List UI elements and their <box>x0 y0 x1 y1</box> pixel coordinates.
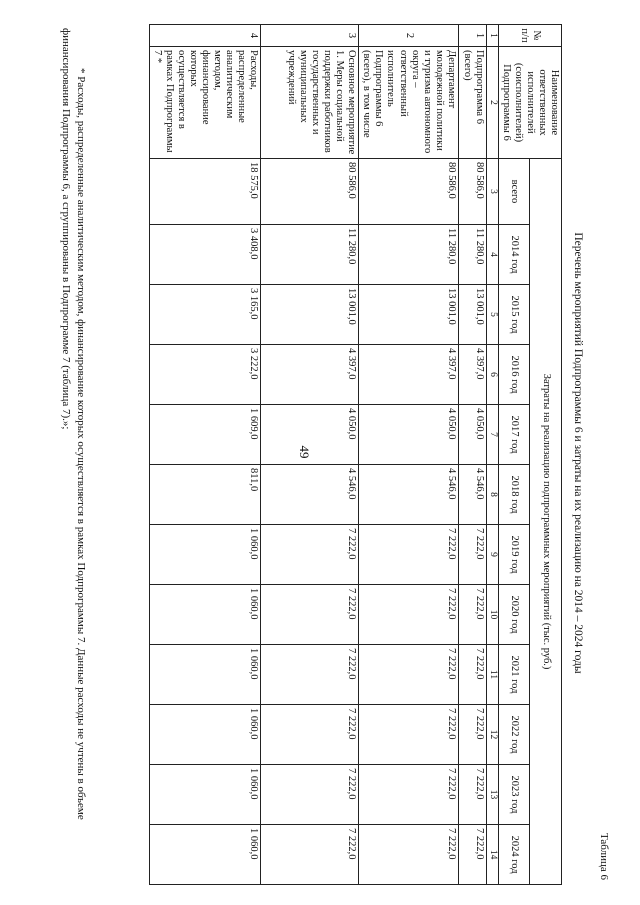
header-total: всего <box>498 158 530 224</box>
row-value: 7 222,0 <box>359 524 459 584</box>
row-value: 11 280,0 <box>261 224 359 284</box>
column-number: 13 <box>486 764 498 824</box>
column-number: 12 <box>486 704 498 764</box>
row-value: 4 546,0 <box>261 464 359 524</box>
row-value: 7 222,0 <box>261 704 359 764</box>
header-year: 2022 год <box>498 704 530 764</box>
row-value: 4 050,0 <box>261 404 359 464</box>
table-row <box>149 24 261 884</box>
row-value: 7 222,0 <box>261 584 359 644</box>
row-value: 4 050,0 <box>458 404 486 464</box>
row-value: 7 222,0 <box>359 764 459 824</box>
row-num: 2 <box>359 24 459 46</box>
row-num: 1 <box>458 24 486 46</box>
row-value: 4 546,0 <box>458 464 486 524</box>
row-num: 4 <box>149 24 261 46</box>
row-value: 7 222,0 <box>359 824 459 884</box>
header-year: 2020 год <box>498 584 530 644</box>
column-number: 2 <box>486 46 498 158</box>
header-year: 2015 год <box>498 284 530 344</box>
row-total: 80 586,0 <box>261 158 359 224</box>
table-number: Таблица 6 <box>598 832 610 880</box>
row-value: 3 408,0 <box>149 224 261 284</box>
row-value: 7 222,0 <box>359 704 459 764</box>
row-value: 1 609,0 <box>149 404 261 464</box>
row-value: 4 397,0 <box>359 344 459 404</box>
row-value: 7 222,0 <box>261 824 359 884</box>
row-total: 80 586,0 <box>458 158 486 224</box>
row-value: 13 001,0 <box>458 284 486 344</box>
table-row <box>261 24 359 884</box>
column-number: 9 <box>486 524 498 584</box>
row-total: 80 586,0 <box>359 158 459 224</box>
row-value: 7 222,0 <box>261 764 359 824</box>
row-value: 7 222,0 <box>458 644 486 704</box>
column-number: 11 <box>486 644 498 704</box>
row-name: Основное мероприятие 1. Меры социальной поддержки работников государственных и муниципальных учреждений <box>261 46 359 158</box>
table-row <box>458 24 486 884</box>
header-num: № п/п <box>498 24 561 46</box>
row-value: 13 001,0 <box>359 284 459 344</box>
column-number: 8 <box>486 464 498 524</box>
row-value: 4 050,0 <box>359 404 459 464</box>
document-title: Перечень мероприятий Подпрограммы 6 и затраты на их реализацию на 2014 – 2024 годы <box>572 231 584 674</box>
row-value: 7 222,0 <box>261 644 359 704</box>
row-value: 11 280,0 <box>458 224 486 284</box>
row-value: 4 397,0 <box>261 344 359 404</box>
row-total: 18 575,0 <box>149 158 261 224</box>
header-name: Наименование ответственных исполнителей (соисполнителей) Подпрограммы 6 <box>498 46 561 158</box>
header-year: 2021 год <box>498 644 530 704</box>
header-year: 2023 год <box>498 764 530 824</box>
row-value: 7 222,0 <box>458 524 486 584</box>
table-row <box>359 24 459 884</box>
row-value: 1 060,0 <box>149 584 261 644</box>
row-value: 7 222,0 <box>359 584 459 644</box>
header-costs: Затраты на реализацию подпрограммных мероприятий (тыс. руб.) <box>530 158 562 884</box>
row-value: 7 222,0 <box>458 584 486 644</box>
header-year: 2016 год <box>498 344 530 404</box>
row-value: 3 165,0 <box>149 284 261 344</box>
column-number: 14 <box>486 824 498 884</box>
page-number: 49 <box>297 445 312 459</box>
row-value: 11 280,0 <box>359 224 459 284</box>
row-name: Департамент молодежной политики и туризма автономного округа – ответственный исполнитель Подпрограммы 6 (всего), в том числе <box>359 46 459 158</box>
row-value: 1 060,0 <box>149 524 261 584</box>
header-year: 2014 год <box>498 224 530 284</box>
row-value: 811,0 <box>149 464 261 524</box>
row-value: 7 222,0 <box>359 644 459 704</box>
row-value: 1 060,0 <box>149 704 261 764</box>
document-sheet <box>20 18 620 888</box>
row-value: 7 222,0 <box>458 824 486 884</box>
row-value: 1 060,0 <box>149 764 261 824</box>
footnote: * Расходы, распределенные аналитическим методом, финансирование которых осуществляется в рамках Подпрограммы 7. Данные расходы не учтены в объеме финансирования Подпрограммы 6, а сгруппированы в Подпрограмме 7 (таблица 7).»; <box>60 27 87 820</box>
row-value: 1 060,0 <box>149 644 261 704</box>
header-year: 2024 год <box>498 824 530 884</box>
row-name: Расходы, распределенные аналитическим методом, финансирование которых осуществляется в рамках Подпрограммы 7 * <box>149 46 261 158</box>
row-value: 7 222,0 <box>458 764 486 824</box>
header-row-top <box>530 24 562 884</box>
column-number: 10 <box>486 584 498 644</box>
row-value: 1 060,0 <box>149 824 261 884</box>
column-number: 1 <box>486 24 498 46</box>
row-value: 7 222,0 <box>261 524 359 584</box>
row-num: 3 <box>261 24 359 46</box>
column-number: 4 <box>486 224 498 284</box>
costs-table <box>149 24 562 885</box>
row-value: 13 001,0 <box>261 284 359 344</box>
row-value: 7 222,0 <box>458 704 486 764</box>
row-name: Подпрограмма 6 (всего) <box>458 46 486 158</box>
row-value: 3 222,0 <box>149 344 261 404</box>
column-number: 3 <box>486 158 498 224</box>
column-number: 6 <box>486 344 498 404</box>
header-year: 2019 год <box>498 524 530 584</box>
column-number: 7 <box>486 404 498 464</box>
column-number: 5 <box>486 284 498 344</box>
row-value: 4 546,0 <box>359 464 459 524</box>
header-year: 2017 год <box>498 404 530 464</box>
row-value: 4 397,0 <box>458 344 486 404</box>
column-number-row <box>486 24 498 884</box>
header-year: 2018 год <box>498 464 530 524</box>
